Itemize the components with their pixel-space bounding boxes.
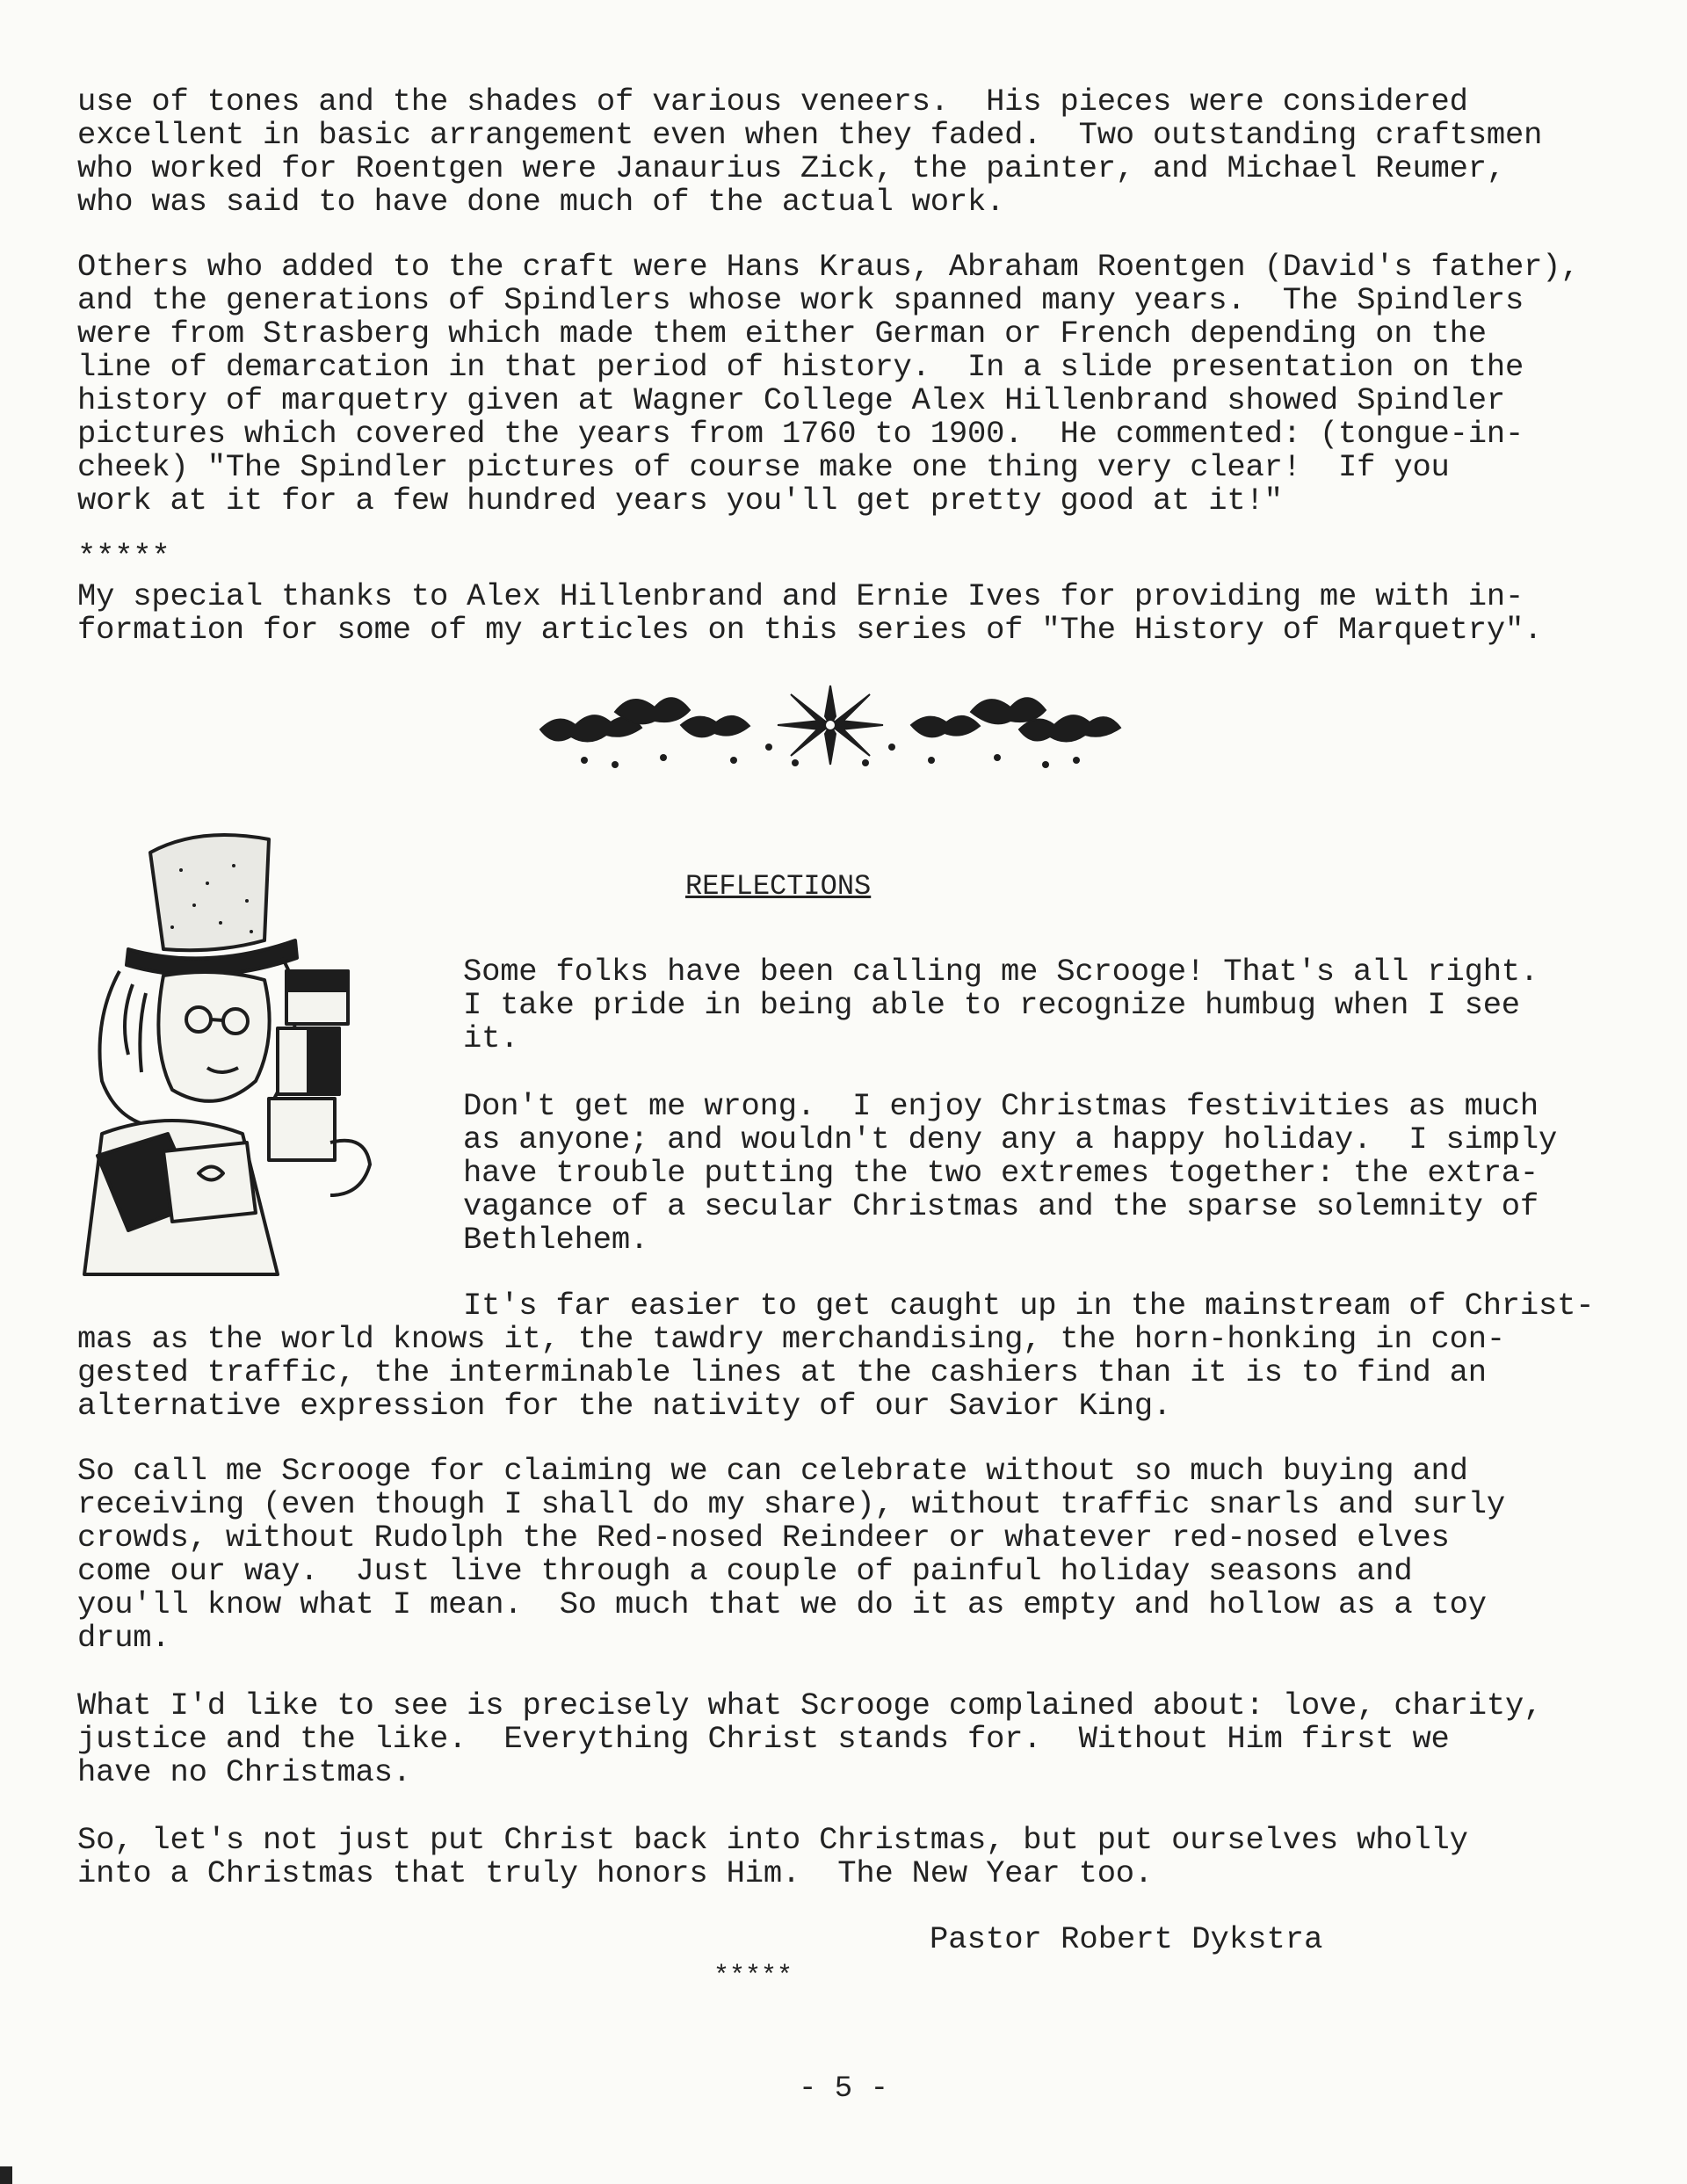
text-line: receiving (even though I shall do my share), without traffic snarls and surly xyxy=(77,1486,1505,1522)
section-heading: REFLECTIONS xyxy=(685,870,872,903)
text-line: Don't get me wrong. I enjoy Christmas festivities as much xyxy=(463,1088,1539,1124)
page-number: - 5 - xyxy=(798,2072,889,2106)
text-line: alternative expression for the nativity of our Savior King. xyxy=(77,1388,1172,1424)
text-line: gested traffic, the interminable lines at the cashiers than it is to find an xyxy=(77,1354,1487,1390)
text-line: pictures which covered the years from 1760 to 1900. He commented: (tongue-in- xyxy=(77,416,1524,452)
text-line: have trouble putting the two extremes together: the extra- xyxy=(463,1155,1539,1191)
text-line: mas as the world knows it, the tawdry merchandising, the horn-honking in con- xyxy=(77,1321,1505,1357)
text-line: use of tones and the shades of various veneers. His pieces were considered xyxy=(77,83,1468,120)
text-line: who was said to have done much of the actual work. xyxy=(77,184,1005,220)
text-line: justice and the like. Everything Christ stands for. Without Him first we xyxy=(77,1721,1450,1757)
text-line: crowds, without Rudolph the Red-nosed Reindeer or whatever red-nosed elves xyxy=(77,1520,1450,1556)
text-line: history of marquetry given at Wagner College Alex Hillenbrand showed Spindler xyxy=(77,382,1505,418)
text-line: Some folks have been calling me Scrooge! That's all right. xyxy=(463,954,1539,990)
author-signature: Pastor Robert Dykstra xyxy=(930,1921,1323,1957)
scan-edge-mark xyxy=(0,2166,12,2184)
text-line: were from Strasberg which made them either German or French depending on the xyxy=(77,316,1487,352)
text-line: cheek) "The Spindler pictures of course make one thing very clear! If you xyxy=(77,449,1450,485)
text-line: My special thanks to Alex Hillenbrand and Ernie Ives for providing me with in- xyxy=(77,578,1524,614)
text-line: you'll know what I mean. So much that we do it as empty and hollow as a toy xyxy=(77,1586,1487,1622)
text-line: who worked for Roentgen were Janaurius Zick, the painter, and Michael Reumer, xyxy=(77,150,1505,186)
text-line: What I'd like to see is precisely what Scrooge complained about: love, charity, xyxy=(77,1687,1543,1723)
text-line: Others who added to the craft were Hans Kraus, Abraham Roentgen (David's father), xyxy=(77,249,1580,285)
text-line: It's far easier to get caught up in the mainstream of Christ- xyxy=(463,1288,1595,1324)
text-line: excellent in basic arrangement even when they faded. Two outstanding craftsmen xyxy=(77,117,1543,153)
text-line: into a Christmas that truly honors Him. The New Year too. xyxy=(77,1855,1154,1891)
text-line: drum. xyxy=(77,1620,170,1656)
holly-garland-icon xyxy=(532,677,1129,773)
text-line: it. xyxy=(463,1020,519,1056)
text-line: So call me Scrooge for claiming we can celebrate without so much buying and xyxy=(77,1453,1468,1489)
text-line: have no Christmas. xyxy=(77,1754,411,1790)
text-line: line of demarcation in that period of history. In a slide presentation on the xyxy=(77,349,1524,385)
text-line: and the generations of Spindlers whose work spanned many years. The Spindlers xyxy=(77,282,1524,318)
separator-stars: ***** xyxy=(713,1962,793,1992)
separator-stars: ***** xyxy=(77,539,170,575)
text-line: work at it for a few hundred years you'll get pretty good at it!" xyxy=(77,483,1283,519)
text-line: I take pride in being able to recognize humbug when I see xyxy=(463,987,1520,1023)
text-line: come our way. Just live through a couple of painful holiday seasons and xyxy=(77,1553,1413,1589)
text-line: So, let's not just put Christ back into Christmas, but put ourselves wholly xyxy=(77,1822,1468,1858)
text-line: Bethlehem. xyxy=(463,1222,649,1258)
text-line: as anyone; and wouldn't deny any a happy holiday. I simply xyxy=(463,1121,1558,1157)
scrooge-illustration-icon xyxy=(67,817,445,1283)
text-line: vagance of a secular Christmas and the sparse solemnity of xyxy=(463,1188,1539,1224)
text-line: formation for some of my articles on this series of "The History of Marquetry". xyxy=(77,612,1543,648)
